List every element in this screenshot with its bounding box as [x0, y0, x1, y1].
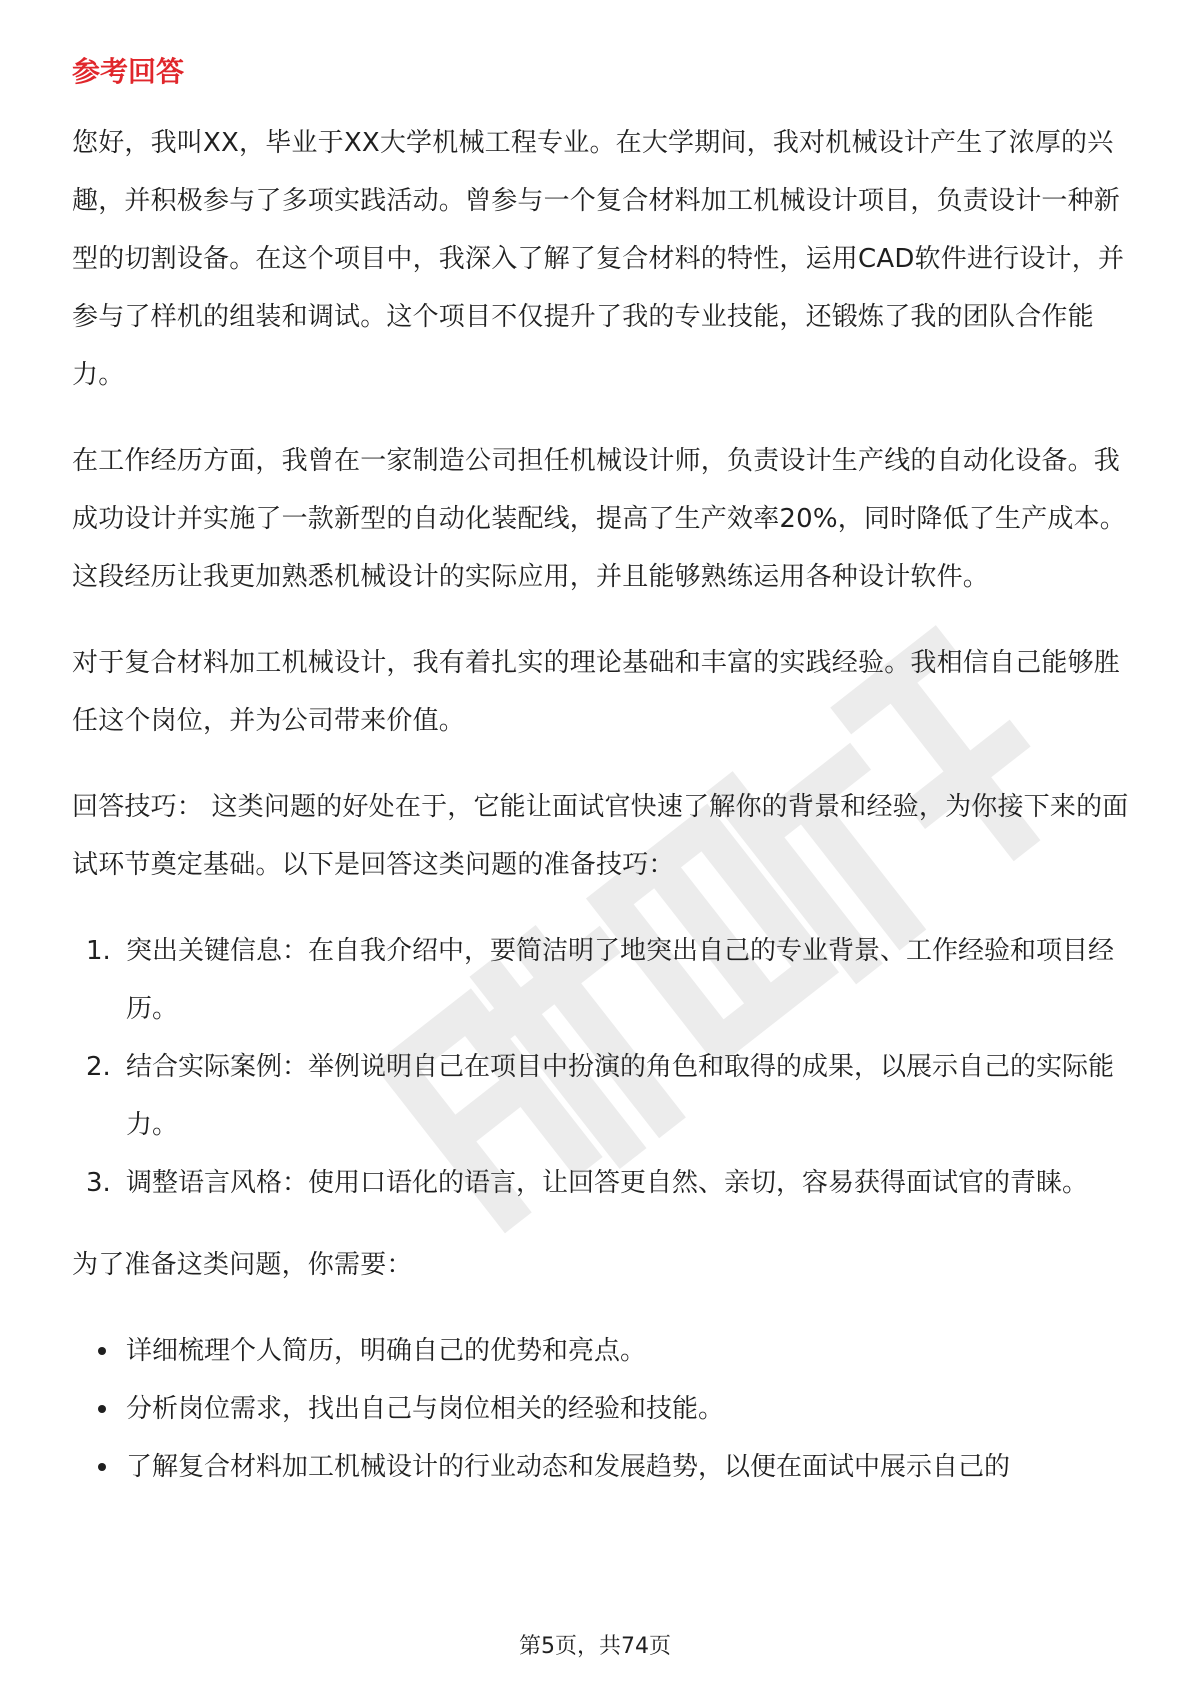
- list-item: [72, 1380, 1132, 1438]
- section-heading: 参考回答: [72, 55, 185, 88]
- list-item-text: 调整语言风格：使用口语化的语言，让回答更自然、亲切，容易获得面试官的青睐。: [126, 1168, 1089, 1198]
- list-item: [72, 1154, 1132, 1212]
- list-item-text: 了解复合材料加工机械设计的行业动态和发展趋势，以便在面试中展示自己的: [126, 1452, 1011, 1482]
- tips-list: [72, 922, 1132, 1212]
- list-number: 3.: [86, 1168, 111, 1198]
- list-item: [72, 1038, 1132, 1154]
- list-number: 2.: [86, 1052, 111, 1082]
- list-item-text: 分析岗位需求，找出自己与岗位相关的经验和技能。: [126, 1394, 725, 1424]
- bullet-icon: [98, 1463, 106, 1471]
- list-item: [72, 1438, 1132, 1496]
- list-item: [72, 922, 1132, 1038]
- list-item-text: 详细梳理个人简历，明确自己的优势和亮点。: [126, 1336, 647, 1366]
- prep-list: [72, 1322, 1132, 1496]
- bullet-icon: [98, 1347, 106, 1355]
- list-number: 1.: [86, 936, 111, 966]
- list-item: [72, 1322, 1132, 1380]
- answer-paragraph-2: 在工作经历方面，我曾在一家制造公司担任机械设计师，负责设计生产线的自动化设备。我成功设计并实施了一款新型的自动化装配线，提高了生产效率20%，同时降低了生产成本。这段经历让我更加熟悉机械设计的实际应用，并且能够熟练运用各种设计软件。: [72, 446, 1126, 592]
- prep-intro-paragraph: 为了准备这类问题，你需要：: [72, 1250, 413, 1280]
- bullet-icon: [98, 1405, 106, 1413]
- list-item-text: 结合实际案例：举例说明自己在项目中扮演的角色和取得的成果，以展示自己的实际能力。: [126, 1052, 1115, 1140]
- page-number-footer: 第5页，共74页: [519, 1634, 671, 1659]
- list-item-text: 突出关键信息：在自我介绍中，要简洁明了地突出自己的专业背景、工作经验和项目经历。: [126, 936, 1115, 1024]
- tips-intro-paragraph: 回答技巧： 这类问题的好处在于，它能让面试官快速了解你的背景和经验，为你接下来的面试环节奠定基础。以下是回答这类问题的准备技巧：: [72, 792, 1129, 880]
- answer-paragraph-1: 您好，我叫XX，毕业于XX大学机械工程专业。在大学期间，我对机械设计产生了浓厚的兴趣，并积极参与了多项实践活动。曾参与一个复合材料加工机械设计项目，负责设计一种新型的切割设备。在这个项目中，我深入了解了复合材料的特性，运用CAD软件进行设计，并参与了样机的组装和调试。这个项目不仅提升了我的专业技能，还锻炼了我的团队合作能力。: [72, 128, 1125, 390]
- document-body: [72, 48, 1132, 1520]
- answer-paragraph-3: 对于复合材料加工机械设计，我有着扎实的理论基础和丰富的实践经验。我相信自己能够胜任这个岗位，并为公司带来价值。: [72, 648, 1121, 736]
